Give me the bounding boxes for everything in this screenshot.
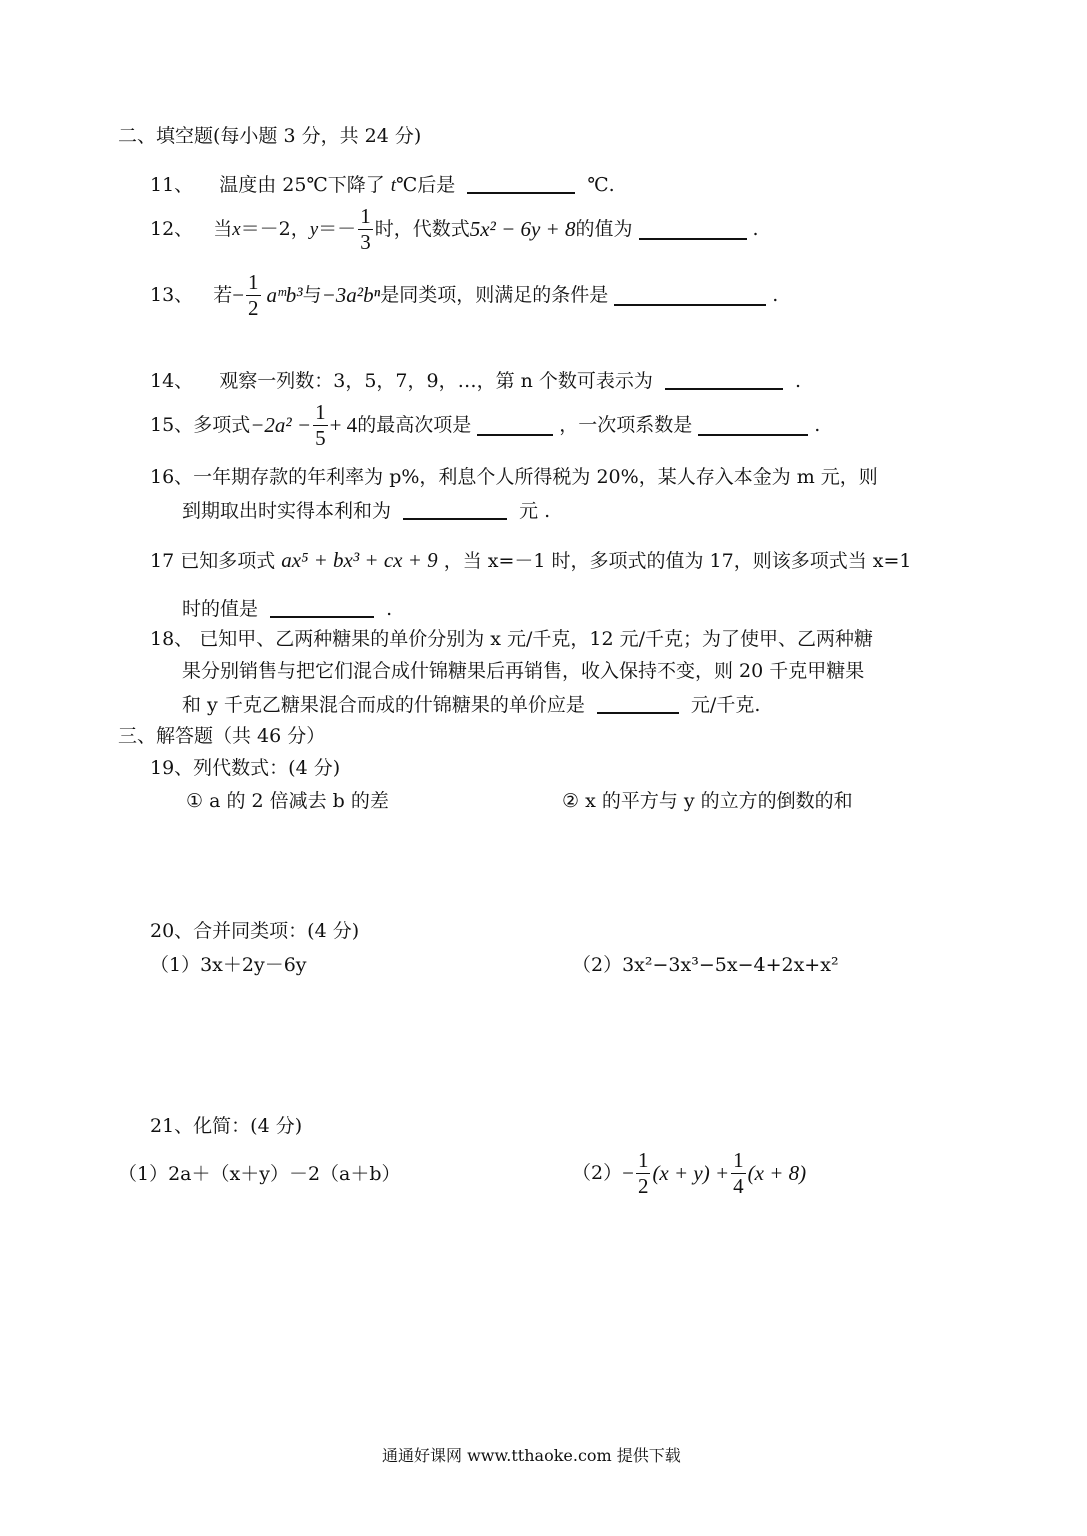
answer-blank[interactable]: [467, 174, 575, 194]
fraction: $\frac{1}{2}$: [248, 270, 259, 320]
question-text: .: [752, 218, 759, 240]
question-text: ℃后是: [396, 174, 456, 196]
question-17: [150, 550, 912, 571]
answer-blank[interactable]: [698, 416, 808, 436]
math-term: −3a²bⁿ: [321, 283, 381, 307]
question-text: 元/千克.: [690, 694, 761, 716]
question-number: 12、: [150, 218, 194, 240]
question-text: 是同类项，则满足的条件是: [380, 284, 609, 306]
question-number: 11、: [150, 174, 194, 196]
variable: y: [309, 219, 319, 240]
question-19-title: 19、列代数式：(4 分): [150, 757, 341, 779]
math-expression: + 4: [329, 413, 358, 437]
answer-blank[interactable]: [597, 694, 679, 714]
fraction: $\frac{1}{2}$: [637, 1148, 649, 1198]
question-18-line-2: 果分别销售与把它们混合成什锦糖果后再销售，收入保持不变，则 20 千克甲糖果: [182, 660, 865, 682]
answer-blank[interactable]: [665, 370, 783, 390]
question-text: 与: [302, 284, 322, 306]
answer-blank[interactable]: [270, 598, 374, 618]
answer-blank[interactable]: [403, 500, 507, 520]
section-heading: 三、解答题（共 46 分）: [118, 725, 326, 747]
question-14: [150, 370, 801, 391]
question-text: 多项式: [193, 414, 251, 436]
question-text: 温度由 25℃下降了: [219, 174, 391, 196]
question-20-part-2: （2）3x²−3x³−5x−4+2x+x²: [572, 954, 839, 976]
question-text: 时的值是: [182, 598, 259, 620]
fraction: $\frac{1}{5}$: [315, 400, 326, 450]
question-19-part-1: ① a 的 2 倍减去 b 的差: [186, 790, 389, 812]
question-18-line-3: [182, 694, 760, 715]
part-label: （2）: [572, 1162, 623, 1184]
question-text: 的最高次项是: [357, 414, 472, 436]
question-17-line-2: [182, 598, 392, 619]
fraction: $\frac{1}{4}$: [733, 1148, 744, 1198]
question-16-line-1: 16、一年期存款的年利率为 p%，利息个人所得税为 20%，某人存入本金为 m 元，则: [150, 466, 878, 488]
question-21-title: 21、化简：(4 分): [150, 1115, 303, 1137]
question-18-line-1: 18、 已知甲、乙两种糖果的单价分别为 x 元/千克，12 元/千克；为了使甲、乙两种糖: [150, 628, 874, 650]
math-expression: 5x² − 6y + 8: [469, 217, 576, 241]
variable: x: [232, 219, 241, 240]
question-21-part-1: （1）2a＋（x＋y）－2（a＋b）: [118, 1163, 401, 1185]
question-19-part-2: ② x 的平方与 y 的立方的倒数的和: [562, 790, 853, 812]
question-15: [150, 402, 820, 449]
question-text: 的值为: [575, 218, 633, 240]
math-expression: −2a² −: [250, 413, 312, 437]
question-text: ℃.: [587, 174, 615, 196]
math-expression: (x + y) +: [652, 1161, 730, 1185]
question-11: [150, 174, 615, 195]
question-20-part-1: （1）3x＋2y－6y: [150, 954, 307, 976]
fraction: $\frac{1}{3}$: [360, 204, 371, 254]
question-21-part-2: [572, 1150, 806, 1197]
question-13: [150, 272, 778, 319]
question-number: 13、: [150, 284, 194, 306]
question-number: 14、: [150, 370, 194, 392]
question-text: .: [386, 598, 393, 620]
question-text: ，当 x=－1 时，多项式的值为 17，则该多项式当 x=1: [443, 550, 912, 572]
question-text: ＝－2，: [240, 218, 310, 240]
question-text: ，一次项系数是: [559, 414, 693, 436]
question-text: .: [795, 370, 802, 392]
question-text: .: [814, 414, 821, 436]
answer-blank[interactable]: [477, 416, 553, 436]
question-12: [150, 206, 759, 253]
math-term: aᵐb³: [266, 283, 303, 307]
minus-sign: −: [622, 1161, 634, 1185]
question-number: 15、: [150, 414, 194, 436]
question-text: 17 已知多项式: [150, 550, 276, 572]
answer-blank[interactable]: [614, 286, 766, 306]
question-16-line-2: [182, 500, 550, 521]
math-expression: ax⁵ + bx³ + cx + 9: [281, 548, 438, 572]
question-text: .: [772, 284, 779, 306]
question-text: 和 y 千克乙糖果混合而成的什锦糖果的单价应是: [182, 694, 585, 716]
variable: t: [390, 175, 397, 196]
question-20-title: 20、合并同类项：(4 分): [150, 920, 360, 942]
minus-sign: −: [232, 283, 245, 307]
question-text: 观察一列数：3，5，7，9，…，第 n 个数可表示为: [219, 370, 653, 392]
question-text: 元 .: [519, 500, 551, 522]
answer-blank[interactable]: [639, 220, 747, 240]
math-expression: (x + 8): [747, 1161, 807, 1185]
section-heading: 二、填空题(每小题 3 分，共 24 分): [118, 125, 422, 147]
question-text: 时，代数式: [374, 218, 470, 240]
question-text: 当: [213, 218, 233, 240]
question-text: ＝－: [318, 218, 357, 240]
question-text: 若: [213, 284, 233, 306]
question-text: 到期取出时实得本利和为: [182, 500, 392, 522]
page-footer: 通通好课网 www.tthaoke.com 提供下载: [382, 1446, 681, 1465]
